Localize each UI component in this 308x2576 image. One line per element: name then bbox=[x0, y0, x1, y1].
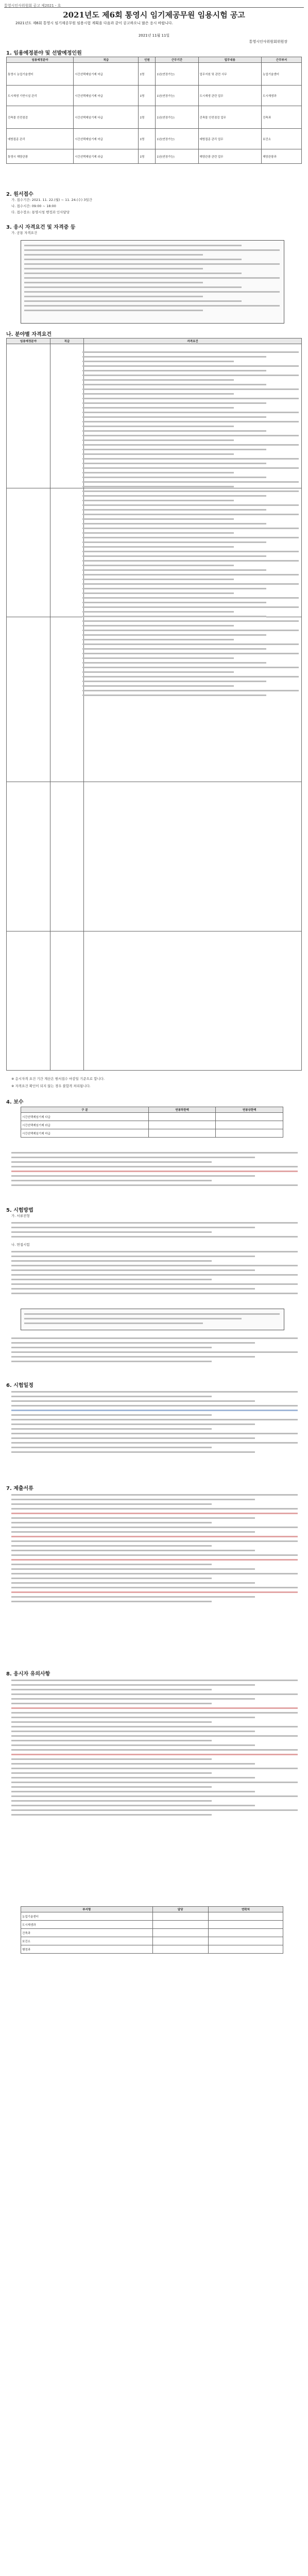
table-cell: 도시재생 관련 업무 bbox=[198, 86, 262, 106]
text-block bbox=[11, 1248, 298, 1297]
signature: 통영시인사위원회위원장 bbox=[249, 40, 287, 44]
table-header: 근무기간 bbox=[156, 57, 198, 63]
table-row bbox=[21, 1945, 283, 1954]
table-cell: 도시재생과 bbox=[21, 1921, 153, 1929]
announcement-date: 2021년 11월 11일 bbox=[138, 33, 170, 38]
top-note: 통영시인사위원회 공고 제2021 - 호 bbox=[4, 4, 61, 8]
note: ※ 응시자격 요건 기간 계산은 원서접수 마감일 기준으로 합니다. bbox=[11, 1077, 105, 1081]
table-cell: 1년(연장가능) bbox=[156, 86, 198, 106]
table-cell: 시간선택제임기제 다급 bbox=[74, 106, 139, 129]
table-cell: 시간선택제임기제 마급 bbox=[74, 86, 139, 106]
table-cell: 농업기술센터 bbox=[21, 1912, 153, 1921]
table-row bbox=[7, 106, 302, 129]
table-row bbox=[7, 782, 302, 931]
paragraph: 가. 접수기간: 2021. 11. 22.(월) ~ 11. 24.(수) 3일간 bbox=[11, 198, 92, 202]
text-block bbox=[11, 1676, 298, 1819]
table-header: 담당 bbox=[152, 1907, 208, 1912]
table-cell: 보건소 bbox=[21, 1937, 153, 1945]
table-header-row bbox=[21, 1107, 283, 1113]
section9-heading: 8. 응시자 유의사항 bbox=[6, 1671, 50, 1677]
table-cell: 건축과 bbox=[262, 106, 302, 129]
table-row bbox=[7, 129, 302, 149]
pay-table bbox=[21, 1107, 283, 1138]
section6-heading: 5. 시험방법 bbox=[6, 1208, 33, 1213]
table-row bbox=[21, 1929, 283, 1937]
section8-heading: 7. 제출서류 bbox=[6, 1486, 33, 1492]
text-block bbox=[11, 1388, 298, 1456]
table-cell: 업무지원 및 관련 사무 bbox=[198, 63, 262, 86]
section5-heading: 4. 보수 bbox=[6, 1099, 24, 1105]
table-cell: 1년(연장가능) bbox=[156, 129, 198, 149]
table-cell: 건축물 안전점검 bbox=[7, 106, 74, 129]
table-cell: 농업기술센터 bbox=[262, 63, 302, 86]
text-block bbox=[11, 1149, 298, 1189]
requirements-box bbox=[21, 240, 284, 324]
table-row bbox=[7, 931, 302, 1071]
table-cell: 보건소 bbox=[262, 129, 302, 149]
table-row bbox=[7, 149, 302, 164]
table-text-lines bbox=[82, 348, 299, 699]
paragraph: 다. 접수장소: 통영시청 행정과 인사담당 bbox=[11, 210, 70, 214]
table-header: 직급 bbox=[74, 57, 139, 63]
table-cell: 해양관광 관련 업무 bbox=[198, 149, 262, 164]
table-header: 근무부서 bbox=[262, 57, 302, 63]
paragraph: 가. 공통 자격요건 bbox=[11, 231, 38, 235]
table-cell: 예방접종 관리 업무 bbox=[198, 129, 262, 149]
text-block bbox=[11, 1491, 298, 1605]
table-cell: 시간선택제임기제 다급 bbox=[21, 1113, 149, 1121]
table-header: 부서명 bbox=[21, 1907, 153, 1912]
table-cell: 해양관광과 bbox=[262, 149, 302, 164]
table-cell: 통영시 농업기술센터 bbox=[7, 63, 74, 86]
table-cell: 1년(연장가능) bbox=[156, 149, 198, 164]
table-row bbox=[21, 1937, 283, 1945]
section3-heading: 3. 응시 자격요건 및 자격증 등 bbox=[6, 225, 76, 230]
table-row bbox=[21, 1121, 283, 1129]
text-block bbox=[11, 1219, 298, 1241]
table-header-row bbox=[21, 1907, 283, 1912]
table-cell: 1명 bbox=[139, 106, 156, 129]
intro-text: 2021년도 제6회 통영시 임기제공무원 임용시험 계획을 다음과 같이 공고하오니 많은 응시 바랍니다. bbox=[15, 21, 173, 25]
table-cell: 시간선택제임기제 마급 bbox=[74, 129, 139, 149]
table-header: 연락처 bbox=[208, 1907, 283, 1912]
table-cell: 시간선택제임기제 마급 bbox=[74, 63, 139, 86]
table-header: 연봉상한액 bbox=[216, 1107, 283, 1113]
paragraph: 나. 접수시간: 09:00 ~ 18:00 bbox=[11, 204, 56, 208]
table-header: 구 분 bbox=[21, 1107, 149, 1113]
table-cell: 1명 bbox=[139, 86, 156, 106]
table-cell: 건축과 bbox=[21, 1929, 153, 1937]
table-cell: 1명 bbox=[139, 149, 156, 164]
table-row bbox=[7, 63, 302, 86]
table-cell: 시간선택제임기제 마급 bbox=[21, 1129, 149, 1138]
table-header: 임용예정분야 bbox=[7, 338, 50, 344]
text-block bbox=[11, 1334, 298, 1365]
table-header: 업무내용 bbox=[198, 57, 262, 63]
table-header-row bbox=[7, 338, 302, 344]
table-row bbox=[21, 1912, 283, 1921]
table-cell: 건축물 안전점검 업무 bbox=[198, 106, 262, 129]
table-cell: 1명 bbox=[139, 129, 156, 149]
top-rule bbox=[4, 7, 304, 8]
table-row bbox=[21, 1129, 283, 1138]
table-cell: 행정과 bbox=[21, 1945, 153, 1954]
contact-table bbox=[21, 1906, 283, 1954]
table-header-row bbox=[7, 57, 302, 63]
positions-table bbox=[6, 57, 302, 164]
table-row bbox=[21, 1921, 283, 1929]
paragraph: 가. 서류전형 bbox=[11, 1214, 30, 1218]
section2-heading: 2. 원서접수 bbox=[6, 192, 33, 197]
table-header: 인원 bbox=[139, 57, 156, 63]
table-cell: 시간선택제임기제 라급 bbox=[21, 1121, 149, 1129]
table-header: 직급 bbox=[50, 338, 84, 344]
section4-heading: 나. 분야별 자격요건 bbox=[6, 332, 52, 337]
page-title: 2021년도 제6회 통영시 임기제공무원 임용시험 공고 bbox=[63, 10, 245, 20]
notice-box bbox=[21, 1309, 284, 1330]
paragraph: 나. 면접시험 bbox=[11, 1243, 30, 1247]
table-cell: 통영시 해양관광 bbox=[7, 149, 74, 164]
table-header: 자격요건 bbox=[84, 338, 302, 344]
section7-heading: 6. 시험일정 bbox=[6, 1383, 33, 1388]
table-cell: 예방접종 관리 bbox=[7, 129, 74, 149]
table-cell: 시간선택제임기제 라급 bbox=[74, 149, 139, 164]
table-cell: 도시재생과 bbox=[262, 86, 302, 106]
table-row bbox=[7, 86, 302, 106]
section1-heading: 1. 임용예정분야 및 선발예정인원 bbox=[6, 50, 82, 56]
table-cell: 1명 bbox=[139, 63, 156, 86]
table-cell: 1년(연장가능) bbox=[156, 63, 198, 86]
note: ※ 자격요건 확인이 되지 않는 경우 불합격 처리됩니다. bbox=[11, 1084, 91, 1088]
table-header: 임용예정분야 bbox=[7, 57, 74, 63]
table-header: 연봉하한액 bbox=[148, 1107, 216, 1113]
table-row bbox=[21, 1113, 283, 1121]
table-cell: 도시재생 기반시설 관리 bbox=[7, 86, 74, 106]
table-cell: 1년(연장가능) bbox=[156, 106, 198, 129]
